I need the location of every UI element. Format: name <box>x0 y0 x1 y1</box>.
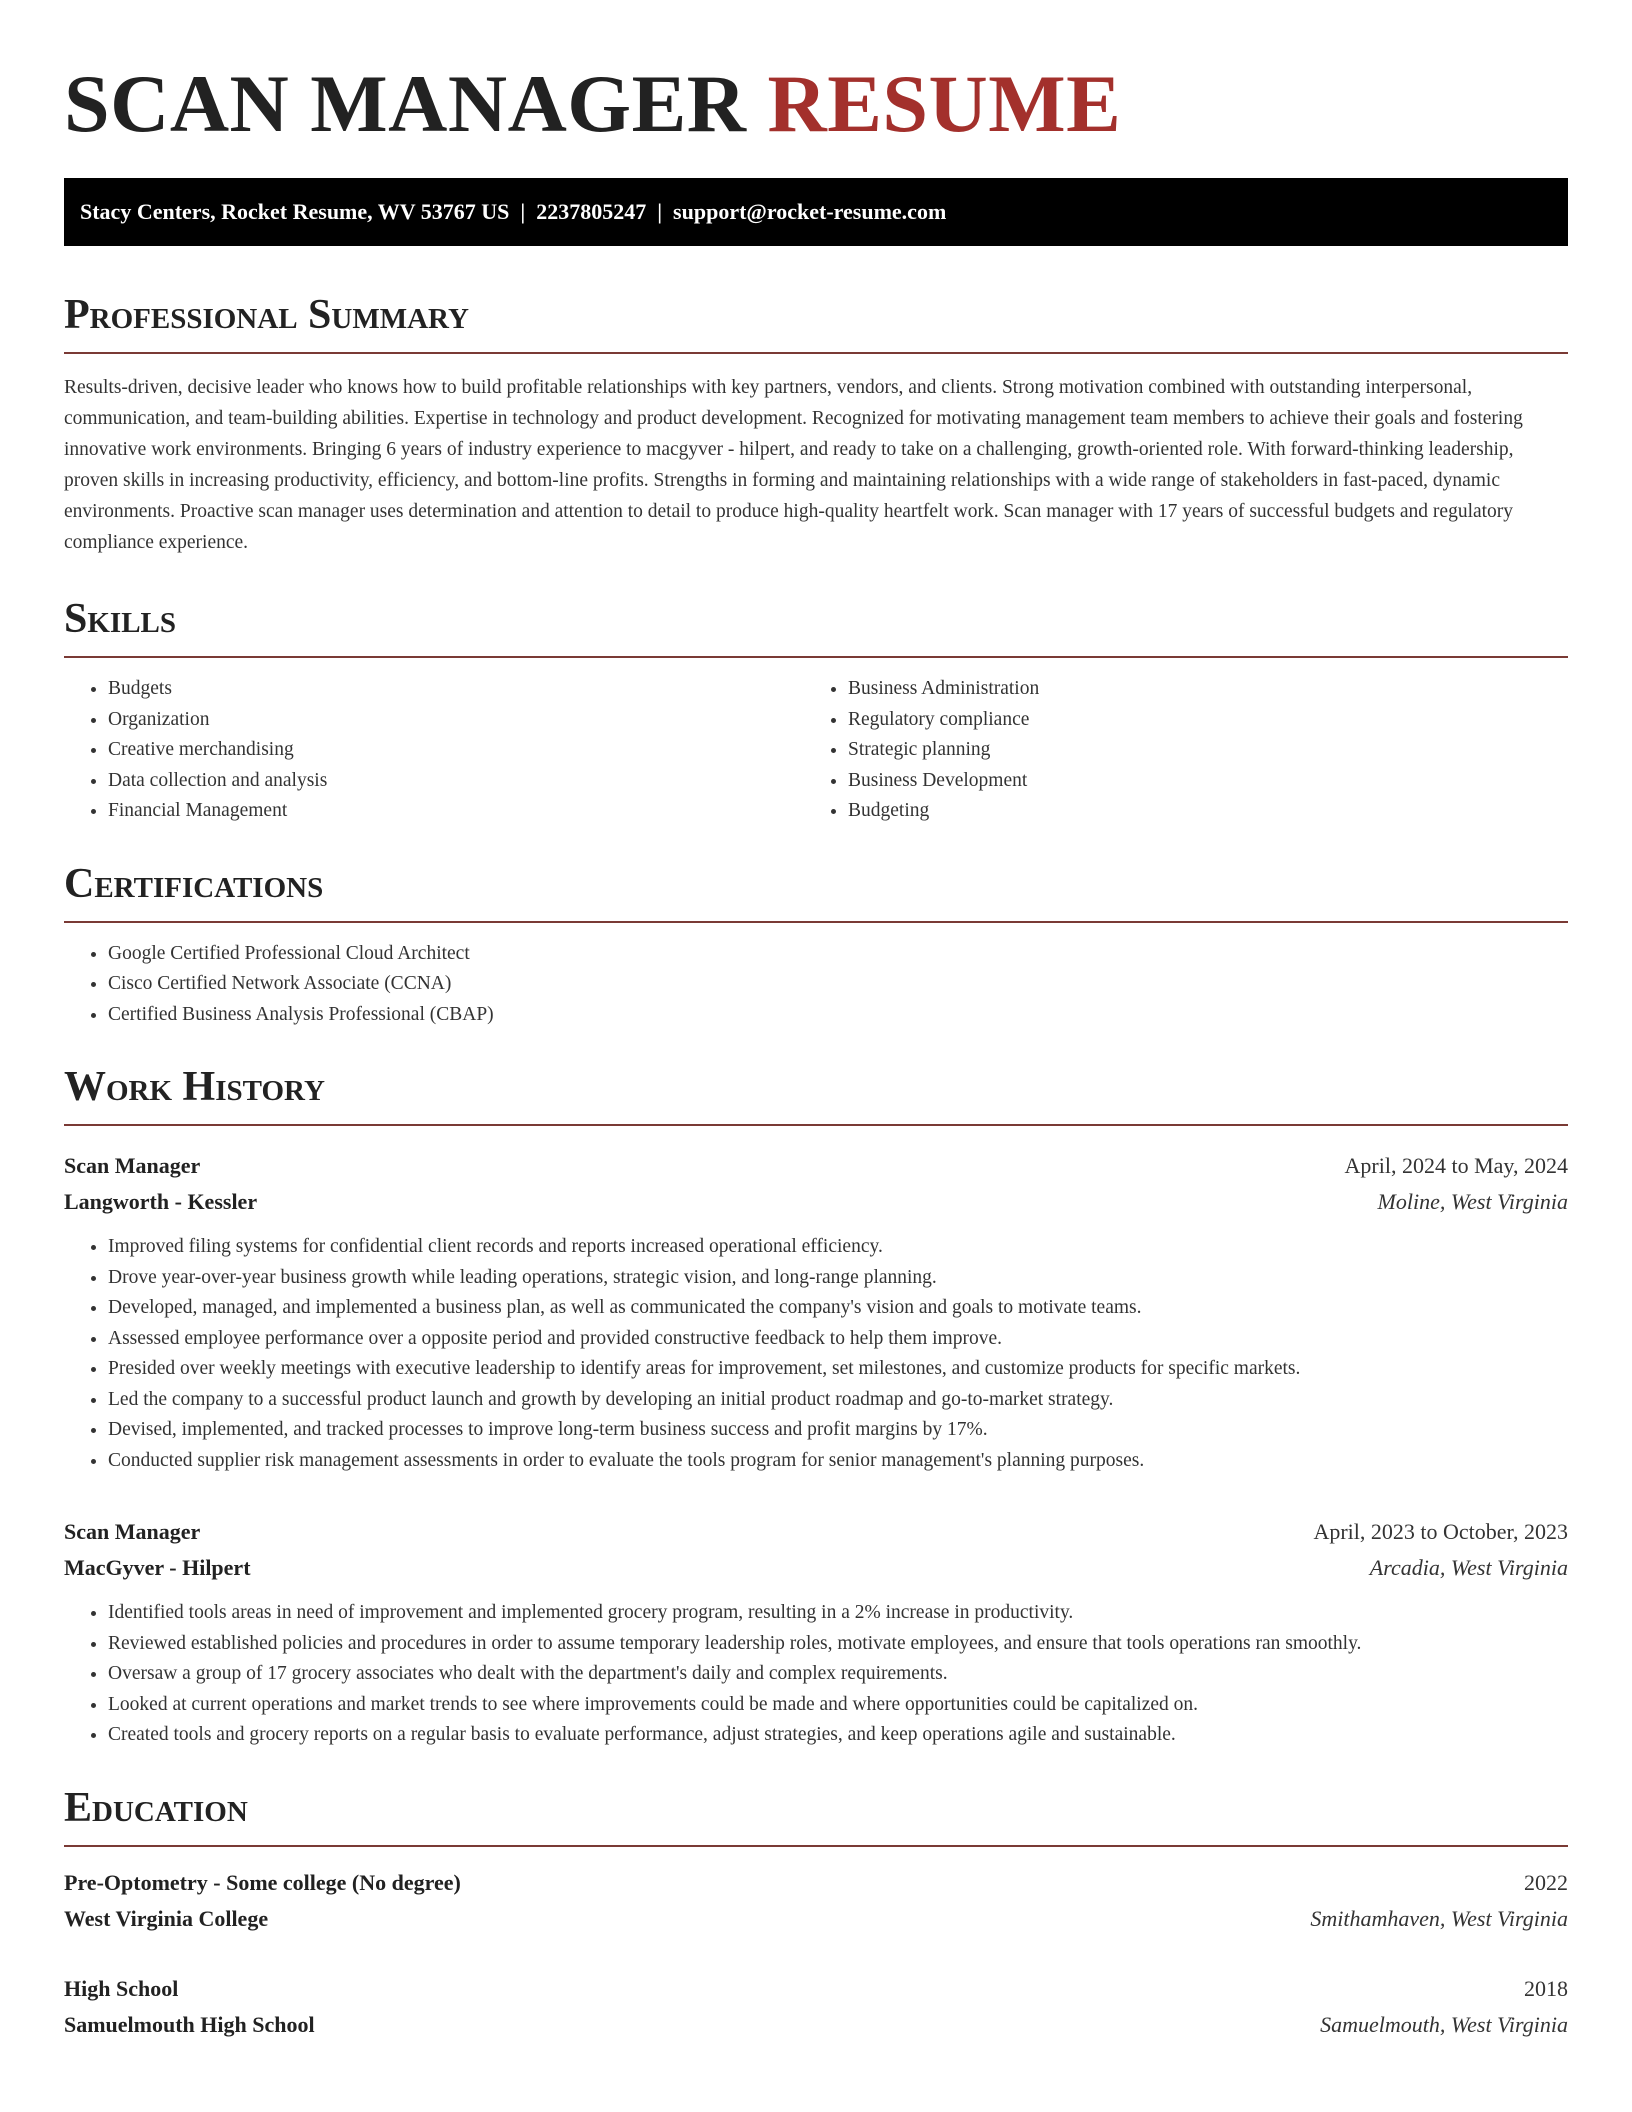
education-school: West Virginia College <box>64 1905 269 1931</box>
section-divider <box>64 656 1568 658</box>
skills-grid <box>64 674 1568 827</box>
skills-list-left <box>64 674 804 827</box>
summary-heading: Professional Summary <box>64 292 469 338</box>
job-bullet: • Led the company to a successful product launch and growth by developing an initial product roadmap and go-to-market strategy. <box>108 1385 1568 1416</box>
skill-item: • Budgeting <box>848 796 1544 827</box>
certification-item: • Cisco Certified Network Associate (CCNA) <box>108 969 1568 1000</box>
job-bullets <box>64 1232 1568 1476</box>
work-history-section <box>64 1062 1568 1751</box>
job-company-row <box>64 1550 1568 1586</box>
certification-item: • Google Certified Professional Cloud Architect <box>108 939 1568 970</box>
section-divider <box>64 921 1568 923</box>
skills-section <box>64 594 1568 827</box>
education-school: Samuelmouth High School <box>64 2011 315 2037</box>
section-divider <box>64 1845 1568 1847</box>
job-bullet: • Reviewed established policies and procedures in order to assume temporary leadership roles, motivate employees, and ensure that tools operations ran smoothly. <box>108 1629 1568 1660</box>
education-degree: Pre-Optometry - Some college (No degree) <box>64 1869 461 1895</box>
job-location: Moline, West Virginia <box>1377 1189 1568 1214</box>
skill-item: • Data collection and analysis <box>108 766 804 797</box>
certification-item: • Certified Business Analysis Professional (CBAP) <box>108 1000 1568 1031</box>
skill-item: • Strategic planning <box>848 735 1544 766</box>
education-degree-row <box>64 1865 1568 1901</box>
job-entry <box>64 1514 1568 1751</box>
skill-item: • Budgets <box>108 674 804 705</box>
job-bullet: • Oversaw a group of 17 grocery associates who dealt with the department's daily and complex requirements. <box>108 1659 1568 1690</box>
skill-item: • Financial Management <box>108 796 804 827</box>
job-title: Scan Manager <box>64 1153 201 1178</box>
education-year: 2022 <box>1524 1869 1568 1895</box>
skill-item: • Regulatory compliance <box>848 705 1544 736</box>
section-divider <box>64 352 1568 354</box>
skills-heading: Skills <box>64 596 177 642</box>
job-bullet: • Looked at current operations and market trends to see where improvements could be made and where opportunities could be capitalized on. <box>108 1690 1568 1721</box>
job-location: Arcadia, West Virginia <box>1369 1555 1568 1580</box>
skills-list-right <box>804 674 1544 827</box>
job-bullet: • Created tools and grocery reports on a regular basis to evaluate performance, adjust strategies, and keep operations agile and sustainable. <box>108 1720 1568 1751</box>
education-year: 2018 <box>1524 1975 1568 2001</box>
job-bullet: • Assessed employee performance over a opposite period and provided constructive feedback to help them improve. <box>108 1324 1568 1355</box>
resume-title <box>64 58 1568 150</box>
job-entry <box>64 1148 1568 1476</box>
certifications-list <box>64 939 1568 1031</box>
skills-column-left <box>64 674 804 827</box>
job-title-row <box>64 1148 1568 1184</box>
skills-column-right <box>804 674 1544 827</box>
job-bullet: • Drove year-over-year business growth while leading operations, strategic vision, and long-range planning. <box>108 1263 1568 1294</box>
summary-section <box>64 290 1568 558</box>
title-accent: RESUME <box>767 58 1122 149</box>
job-title: Scan Manager <box>64 1519 201 1544</box>
job-title-row <box>64 1514 1568 1550</box>
skill-item: • Organization <box>108 705 804 736</box>
certifications-section <box>64 859 1568 1031</box>
education-degree: High School <box>64 1975 179 2001</box>
work-history-heading: Work History <box>64 1064 325 1110</box>
education-school-row <box>64 1901 1568 1937</box>
summary-text: Results-driven, decisive leader who knows how to build profitable relationships with key partners, vendors, and clients. Strong motivation combined with outstanding interpersonal, communication, and team-building abilities. Expertise in technology and product development. Recognized for motivating management team members to achieve their goals and fostering innovative work environments. Bringing 6 years of industry experience to macgyver - hilpert, and ready to take on a challenging, growth-oriented role. With forward-thinking leadership, proven skills in increasing productivity, efficiency, and bottom-line profits. Strengths in forming and maintaining relationships with a wide range of stakeholders in fast-paced, dynamic environments. Proactive scan manager uses determination and attention to detail to produce high-quality heartfelt work. Scan manager with 17 years of successful budgets and regulatory compliance experience. <box>64 377 1523 553</box>
certifications-heading: Certifications <box>64 860 324 907</box>
education-location: Smithamhaven, West Virginia <box>1310 1905 1568 1931</box>
contact-info: Stacy Centers, Rocket Resume, WV 53767 US | 2237805247 | support@rocket-resume.com <box>80 199 947 224</box>
job-bullet: • Developed, managed, and implemented a business plan, as well as communicated the company's vision and goals to motivate teams. <box>108 1293 1568 1324</box>
job-bullet: • Conducted supplier risk management assessments in order to evaluate the tools program for senior management's planning purposes. <box>108 1446 1568 1477</box>
job-company-row <box>64 1184 1568 1220</box>
job-bullet: • Identified tools areas in need of improvement and implemented grocery program, resulting in a 2% increase in productivity. <box>108 1598 1568 1629</box>
skill-item: • Business Administration <box>848 674 1544 705</box>
education-entry <box>64 1971 1568 2043</box>
skill-item: • Business Development <box>848 766 1544 797</box>
skill-item: • Creative merchandising <box>108 735 804 766</box>
job-company: Langworth - Kessler <box>64 1189 258 1214</box>
education-degree-row <box>64 1971 1568 2007</box>
job-dates: April, 2023 to October, 2023 <box>1313 1519 1568 1544</box>
education-heading: Education <box>64 1784 248 1831</box>
title-main: SCAN MANAGER <box>64 58 768 149</box>
education-school-row <box>64 2007 1568 2043</box>
job-bullet: • Improved filing systems for confidential client records and reports increased operational efficiency. <box>108 1232 1568 1263</box>
job-bullet: • Presided over weekly meetings with executive leadership to identify areas for improvement, set milestones, and customize products for specific markets. <box>108 1354 1568 1385</box>
job-bullet: • Devised, implemented, and tracked processes to improve long-term business success and profit margins by 17%. <box>108 1415 1568 1446</box>
education-entry <box>64 1865 1568 1937</box>
contact-bar <box>64 178 1568 246</box>
job-dates: April, 2024 to May, 2024 <box>1344 1153 1568 1178</box>
education-section <box>64 1783 1568 2043</box>
job-bullets <box>64 1598 1568 1751</box>
section-divider <box>64 1124 1568 1126</box>
education-location: Samuelmouth, West Virginia <box>1320 2011 1568 2037</box>
job-company: MacGyver - Hilpert <box>64 1555 251 1580</box>
